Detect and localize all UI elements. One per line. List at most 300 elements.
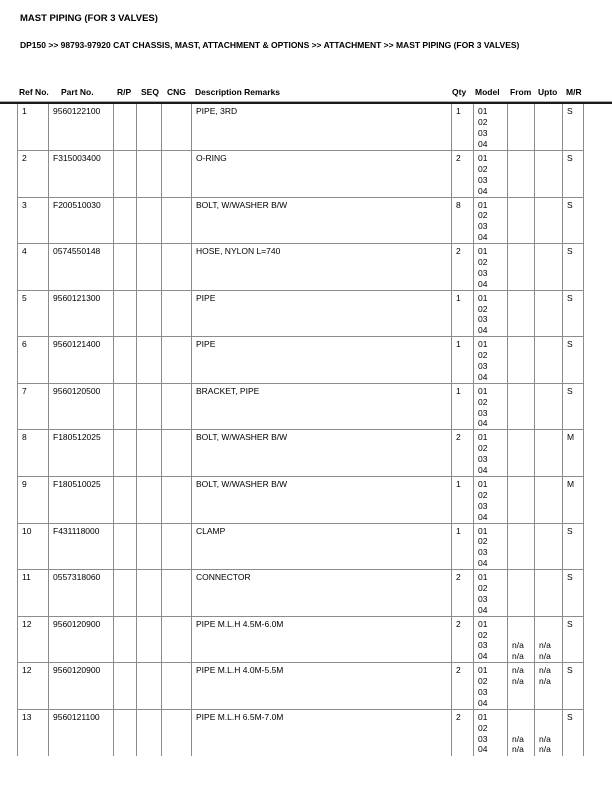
from-cell xyxy=(508,430,535,477)
upto-line xyxy=(539,572,561,583)
from-line xyxy=(512,501,533,512)
qty-cell: 2 xyxy=(452,663,474,710)
from-line: n/a xyxy=(512,676,524,687)
model-line: 03 xyxy=(478,407,488,418)
model-line: 04 xyxy=(478,418,488,429)
model-line: 04 xyxy=(478,744,488,755)
upto-line xyxy=(539,712,561,723)
from-line xyxy=(512,723,533,734)
table-row xyxy=(18,430,584,477)
seq-cell xyxy=(137,151,162,198)
model-line: 01 xyxy=(478,525,488,536)
from-cell xyxy=(508,290,535,337)
upto-line xyxy=(539,361,561,372)
mr-cell: S xyxy=(563,244,584,291)
qty-cell: 2 xyxy=(452,616,474,663)
seq-cell xyxy=(137,244,162,291)
model-line: 03 xyxy=(478,500,488,511)
upto-line xyxy=(539,268,561,279)
from-line xyxy=(512,221,533,232)
upto-line xyxy=(539,372,561,383)
upto-line xyxy=(539,325,561,336)
upto-line xyxy=(539,186,561,197)
cng-cell xyxy=(162,663,192,710)
from-line: n/a xyxy=(512,733,524,744)
table-row xyxy=(18,616,584,663)
from-cell xyxy=(508,663,535,710)
upto-line xyxy=(539,232,561,243)
model-line: 03 xyxy=(478,593,488,604)
from-line xyxy=(512,443,533,454)
upto-cell xyxy=(535,104,563,151)
upto-line xyxy=(539,246,561,257)
model-line: 04 xyxy=(478,604,488,615)
qty-cell: 1 xyxy=(452,383,474,430)
upto-line xyxy=(539,128,561,139)
from-line xyxy=(512,153,533,164)
upto-line xyxy=(539,619,561,630)
upto-line xyxy=(539,605,561,616)
table-row xyxy=(18,197,584,244)
model-line: 02 xyxy=(478,210,488,221)
upto-line xyxy=(539,339,561,350)
upto-line xyxy=(539,200,561,211)
ref-no-cell: 2 xyxy=(18,151,49,198)
from-cell xyxy=(508,476,535,523)
ref-no-cell: 4 xyxy=(18,244,49,291)
mr-cell: S xyxy=(563,383,584,430)
from-line xyxy=(512,465,533,476)
from-line xyxy=(512,712,533,723)
upto-line xyxy=(539,490,561,501)
model-line: 01 xyxy=(478,432,488,443)
model-line: 02 xyxy=(478,582,488,593)
from-line xyxy=(512,257,533,268)
upto-line xyxy=(539,526,561,537)
model-line: 02 xyxy=(478,350,488,361)
from-line xyxy=(512,432,533,443)
from-line xyxy=(512,605,533,616)
model-line: 04 xyxy=(478,651,488,662)
from-line xyxy=(512,304,533,315)
part-no-cell: F315003400 xyxy=(49,151,114,198)
rp-cell xyxy=(114,104,137,151)
model-line: 01 xyxy=(478,246,488,257)
table-row xyxy=(18,570,584,617)
model-cell xyxy=(474,151,508,198)
upto-line xyxy=(539,164,561,175)
qty-cell: 8 xyxy=(452,197,474,244)
model-cell xyxy=(474,290,508,337)
rp-cell xyxy=(114,383,137,430)
table-row xyxy=(18,337,584,384)
column-header-description: Description Remarks xyxy=(195,87,281,97)
model-line: 01 xyxy=(478,385,488,396)
table-row xyxy=(18,383,584,430)
upto-line xyxy=(539,723,561,734)
upto-line xyxy=(539,479,561,490)
mr-cell: S xyxy=(563,570,584,617)
from-line xyxy=(512,594,533,605)
upto-line: n/a xyxy=(539,651,551,662)
from-line xyxy=(512,583,533,594)
part-no-cell: F180510025 xyxy=(49,476,114,523)
from-cell xyxy=(508,616,535,663)
ref-no-cell: 10 xyxy=(18,523,49,570)
model-line: 01 xyxy=(478,665,488,676)
model-line: 01 xyxy=(478,153,488,163)
description-cell: PIPE xyxy=(192,337,452,384)
seq-cell xyxy=(137,197,162,244)
qty-cell: 2 xyxy=(452,430,474,477)
rp-cell xyxy=(114,616,137,663)
part-no-cell: 9560120500 xyxy=(49,383,114,430)
model-cell xyxy=(474,663,508,710)
from-line xyxy=(512,418,533,429)
model-line: 02 xyxy=(478,303,488,314)
model-line: 04 xyxy=(478,185,488,196)
model-line: 02 xyxy=(478,163,488,174)
column-header-rp: R/P xyxy=(117,87,132,97)
from-line xyxy=(512,325,533,336)
cng-cell xyxy=(162,104,192,151)
model-cell xyxy=(474,383,508,430)
mr-cell: S xyxy=(563,151,584,198)
model-line: 04 xyxy=(478,232,488,243)
description-cell: PIPE M.L.H 4.5M-6.0M xyxy=(192,616,452,663)
model-line: 03 xyxy=(478,221,488,232)
seq-cell xyxy=(137,616,162,663)
model-line: 04 xyxy=(478,558,488,569)
from-line xyxy=(512,372,533,383)
model-line: 03 xyxy=(478,267,488,278)
description-cell: BRACKET, PIPE xyxy=(192,383,452,430)
qty-cell: 2 xyxy=(452,570,474,617)
cng-cell xyxy=(162,570,192,617)
cng-cell xyxy=(162,383,192,430)
rp-cell xyxy=(114,709,137,756)
upto-cell xyxy=(535,244,563,291)
model-cell xyxy=(474,570,508,617)
seq-cell xyxy=(137,570,162,617)
model-line: 04 xyxy=(478,138,488,149)
upto-line xyxy=(539,386,561,397)
model-line: 03 xyxy=(478,733,488,744)
from-line xyxy=(512,268,533,279)
rp-cell xyxy=(114,337,137,384)
from-cell xyxy=(508,383,535,430)
model-line: 04 xyxy=(478,697,488,708)
from-line xyxy=(512,117,533,128)
upto-cell xyxy=(535,523,563,570)
from-line xyxy=(512,397,533,408)
upto-line xyxy=(539,547,561,558)
upto-line xyxy=(539,304,561,315)
from-cell xyxy=(508,151,535,198)
from-line xyxy=(512,186,533,197)
qty-cell: 1 xyxy=(452,523,474,570)
from-line xyxy=(512,339,533,350)
cng-cell xyxy=(162,197,192,244)
table-row xyxy=(18,476,584,523)
model-line: 03 xyxy=(478,314,488,325)
from-line xyxy=(512,619,533,630)
qty-cell: 2 xyxy=(452,151,474,198)
from-line xyxy=(512,687,533,698)
column-header-part-no: Part No. xyxy=(61,87,94,97)
upto-line: n/a xyxy=(539,744,551,755)
upto-line xyxy=(539,418,561,429)
description-cell: HOSE, NYLON L=740 xyxy=(192,244,452,291)
upto-cell xyxy=(535,430,563,477)
model-line: 04 xyxy=(478,325,488,336)
upto-line xyxy=(539,221,561,232)
upto-line xyxy=(539,117,561,128)
upto-line xyxy=(539,454,561,465)
upto-cell xyxy=(535,709,563,756)
from-line xyxy=(512,361,533,372)
column-header-model: Model xyxy=(475,87,500,97)
seq-cell xyxy=(137,476,162,523)
from-line xyxy=(512,314,533,325)
cng-cell xyxy=(162,151,192,198)
from-line xyxy=(512,128,533,139)
upto-line xyxy=(539,175,561,186)
part-no-cell: 9560121300 xyxy=(49,290,114,337)
model-cell xyxy=(474,616,508,663)
from-line xyxy=(512,630,533,641)
from-cell xyxy=(508,523,535,570)
model-cell xyxy=(474,476,508,523)
from-line xyxy=(512,490,533,501)
model-cell xyxy=(474,104,508,151)
upto-cell xyxy=(535,476,563,523)
part-no-cell: 9560120900 xyxy=(49,616,114,663)
upto-cell xyxy=(535,290,563,337)
part-no-cell: F180512025 xyxy=(49,430,114,477)
column-header-mr: M/R xyxy=(566,87,582,97)
upto-line xyxy=(539,687,561,698)
cng-cell xyxy=(162,430,192,477)
rp-cell xyxy=(114,290,137,337)
model-cell xyxy=(474,709,508,756)
from-line xyxy=(512,547,533,558)
from-line xyxy=(512,698,533,709)
from-line xyxy=(512,106,533,117)
model-line: 02 xyxy=(478,116,488,127)
column-header-seq: SEQ xyxy=(141,87,159,97)
ref-no-cell: 9 xyxy=(18,476,49,523)
mr-cell: M xyxy=(563,476,584,523)
ref-no-cell: 13 xyxy=(18,709,49,756)
from-line: n/a xyxy=(512,744,524,755)
cng-cell xyxy=(162,244,192,291)
description-cell: PIPE M.L.H 6.5M-7.0M xyxy=(192,709,452,756)
parts-table xyxy=(17,104,584,756)
column-header-ref-no: Ref No. xyxy=(19,87,49,97)
upto-line xyxy=(539,106,561,117)
description-cell: PIPE, 3RD xyxy=(192,104,452,151)
seq-cell xyxy=(137,337,162,384)
mr-cell: S xyxy=(563,709,584,756)
model-line: 04 xyxy=(478,371,488,382)
from-line xyxy=(512,479,533,490)
upto-cell xyxy=(535,383,563,430)
from-line xyxy=(512,232,533,243)
seq-cell xyxy=(137,709,162,756)
model-line: 02 xyxy=(478,536,488,547)
ref-no-cell: 12 xyxy=(18,663,49,710)
upto-line xyxy=(539,536,561,547)
qty-cell: 2 xyxy=(452,244,474,291)
model-line: 01 xyxy=(478,199,488,210)
ref-no-cell: 5 xyxy=(18,290,49,337)
from-line: n/a xyxy=(512,651,524,662)
model-line: 01 xyxy=(478,478,488,489)
from-cell xyxy=(508,337,535,384)
model-line: 01 xyxy=(478,292,488,303)
from-line xyxy=(512,512,533,523)
from-line xyxy=(512,408,533,419)
column-header-cng: CNG xyxy=(167,87,186,97)
model-cell xyxy=(474,244,508,291)
rp-cell xyxy=(114,663,137,710)
upto-cell xyxy=(535,197,563,244)
upto-line xyxy=(539,408,561,419)
description-cell: O-RING xyxy=(192,151,452,198)
model-cell xyxy=(474,197,508,244)
model-cell xyxy=(474,523,508,570)
from-line xyxy=(512,526,533,537)
mr-cell: S xyxy=(563,663,584,710)
from-line: n/a xyxy=(512,665,524,676)
mr-cell: S xyxy=(563,104,584,151)
ref-no-cell: 1 xyxy=(18,104,49,151)
description-cell: CONNECTOR xyxy=(192,570,452,617)
from-line xyxy=(512,175,533,186)
cng-cell xyxy=(162,709,192,756)
ref-no-cell: 3 xyxy=(18,197,49,244)
description-cell: BOLT, W/WASHER B/W xyxy=(192,430,452,477)
description-cell: CLAMP xyxy=(192,523,452,570)
table-row xyxy=(18,244,584,291)
from-line xyxy=(512,164,533,175)
cng-cell xyxy=(162,523,192,570)
from-cell xyxy=(508,197,535,244)
model-line: 01 xyxy=(478,572,488,583)
part-no-cell: 9560120900 xyxy=(49,663,114,710)
cng-cell xyxy=(162,616,192,663)
column-header-upto: Upto xyxy=(538,87,558,97)
upto-line xyxy=(539,139,561,150)
model-line: 02 xyxy=(478,722,488,733)
rp-cell xyxy=(114,476,137,523)
breadcrumb: DP150 >> 98793-97920 CAT CHASSIS, MAST, ATTACHMENT & OPTIONS >> ATTACHMENT >> MAST PIPING (FOR 3 VALVES) xyxy=(20,40,520,50)
rp-cell xyxy=(114,570,137,617)
part-no-cell: 0574550148 xyxy=(49,244,114,291)
upto-line xyxy=(539,293,561,304)
upto-line xyxy=(539,512,561,523)
upto-cell xyxy=(535,616,563,663)
qty-cell: 1 xyxy=(452,337,474,384)
from-line xyxy=(512,536,533,547)
part-no-cell: 9560121400 xyxy=(49,337,114,384)
table-row xyxy=(18,709,584,756)
ref-no-cell: 12 xyxy=(18,616,49,663)
from-cell xyxy=(508,244,535,291)
ref-no-cell: 6 xyxy=(18,337,49,384)
ref-no-cell: 8 xyxy=(18,430,49,477)
cng-cell xyxy=(162,290,192,337)
from-line xyxy=(512,210,533,221)
part-no-cell: 0557318060 xyxy=(49,570,114,617)
seq-cell xyxy=(137,523,162,570)
model-line: 02 xyxy=(478,489,488,500)
qty-cell: 1 xyxy=(452,104,474,151)
upto-line xyxy=(539,558,561,569)
from-cell xyxy=(508,104,535,151)
upto-cell xyxy=(535,337,563,384)
from-line xyxy=(512,386,533,397)
from-line xyxy=(512,454,533,465)
rp-cell xyxy=(114,430,137,477)
cng-cell xyxy=(162,476,192,523)
upto-cell xyxy=(535,570,563,617)
seq-cell xyxy=(137,104,162,151)
qty-cell: 1 xyxy=(452,476,474,523)
upto-line xyxy=(539,153,561,164)
model-line: 02 xyxy=(478,396,488,407)
model-line: 03 xyxy=(478,174,488,185)
model-cell xyxy=(474,430,508,477)
ref-no-cell: 11 xyxy=(18,570,49,617)
from-line xyxy=(512,279,533,290)
from-cell xyxy=(508,709,535,756)
rp-cell xyxy=(114,244,137,291)
rp-cell xyxy=(114,523,137,570)
model-line: 03 xyxy=(478,361,488,372)
mr-cell: S xyxy=(563,197,584,244)
qty-cell: 1 xyxy=(452,290,474,337)
upto-line xyxy=(539,210,561,221)
upto-line xyxy=(539,397,561,408)
part-no-cell: F200510030 xyxy=(49,197,114,244)
description-cell: PIPE M.L.H 4.0M-5.5M xyxy=(192,663,452,710)
from-line xyxy=(512,558,533,569)
upto-line xyxy=(539,443,561,454)
model-line: 04 xyxy=(478,511,488,522)
part-no-cell: F431118000 xyxy=(49,523,114,570)
seq-cell xyxy=(137,383,162,430)
mr-cell: S xyxy=(563,616,584,663)
rp-cell xyxy=(114,151,137,198)
from-line xyxy=(512,139,533,150)
from-line xyxy=(512,293,533,304)
part-no-cell: 9560122100 xyxy=(49,104,114,151)
upto-line xyxy=(539,501,561,512)
seq-cell xyxy=(137,663,162,710)
model-line: 02 xyxy=(478,443,488,454)
mr-cell: S xyxy=(563,337,584,384)
qty-cell: 2 xyxy=(452,709,474,756)
table-row xyxy=(18,290,584,337)
model-line: 02 xyxy=(478,257,488,268)
model-line: 02 xyxy=(478,629,488,640)
upto-line xyxy=(539,314,561,325)
from-line xyxy=(512,572,533,583)
rp-cell xyxy=(114,197,137,244)
upto-cell xyxy=(535,151,563,198)
